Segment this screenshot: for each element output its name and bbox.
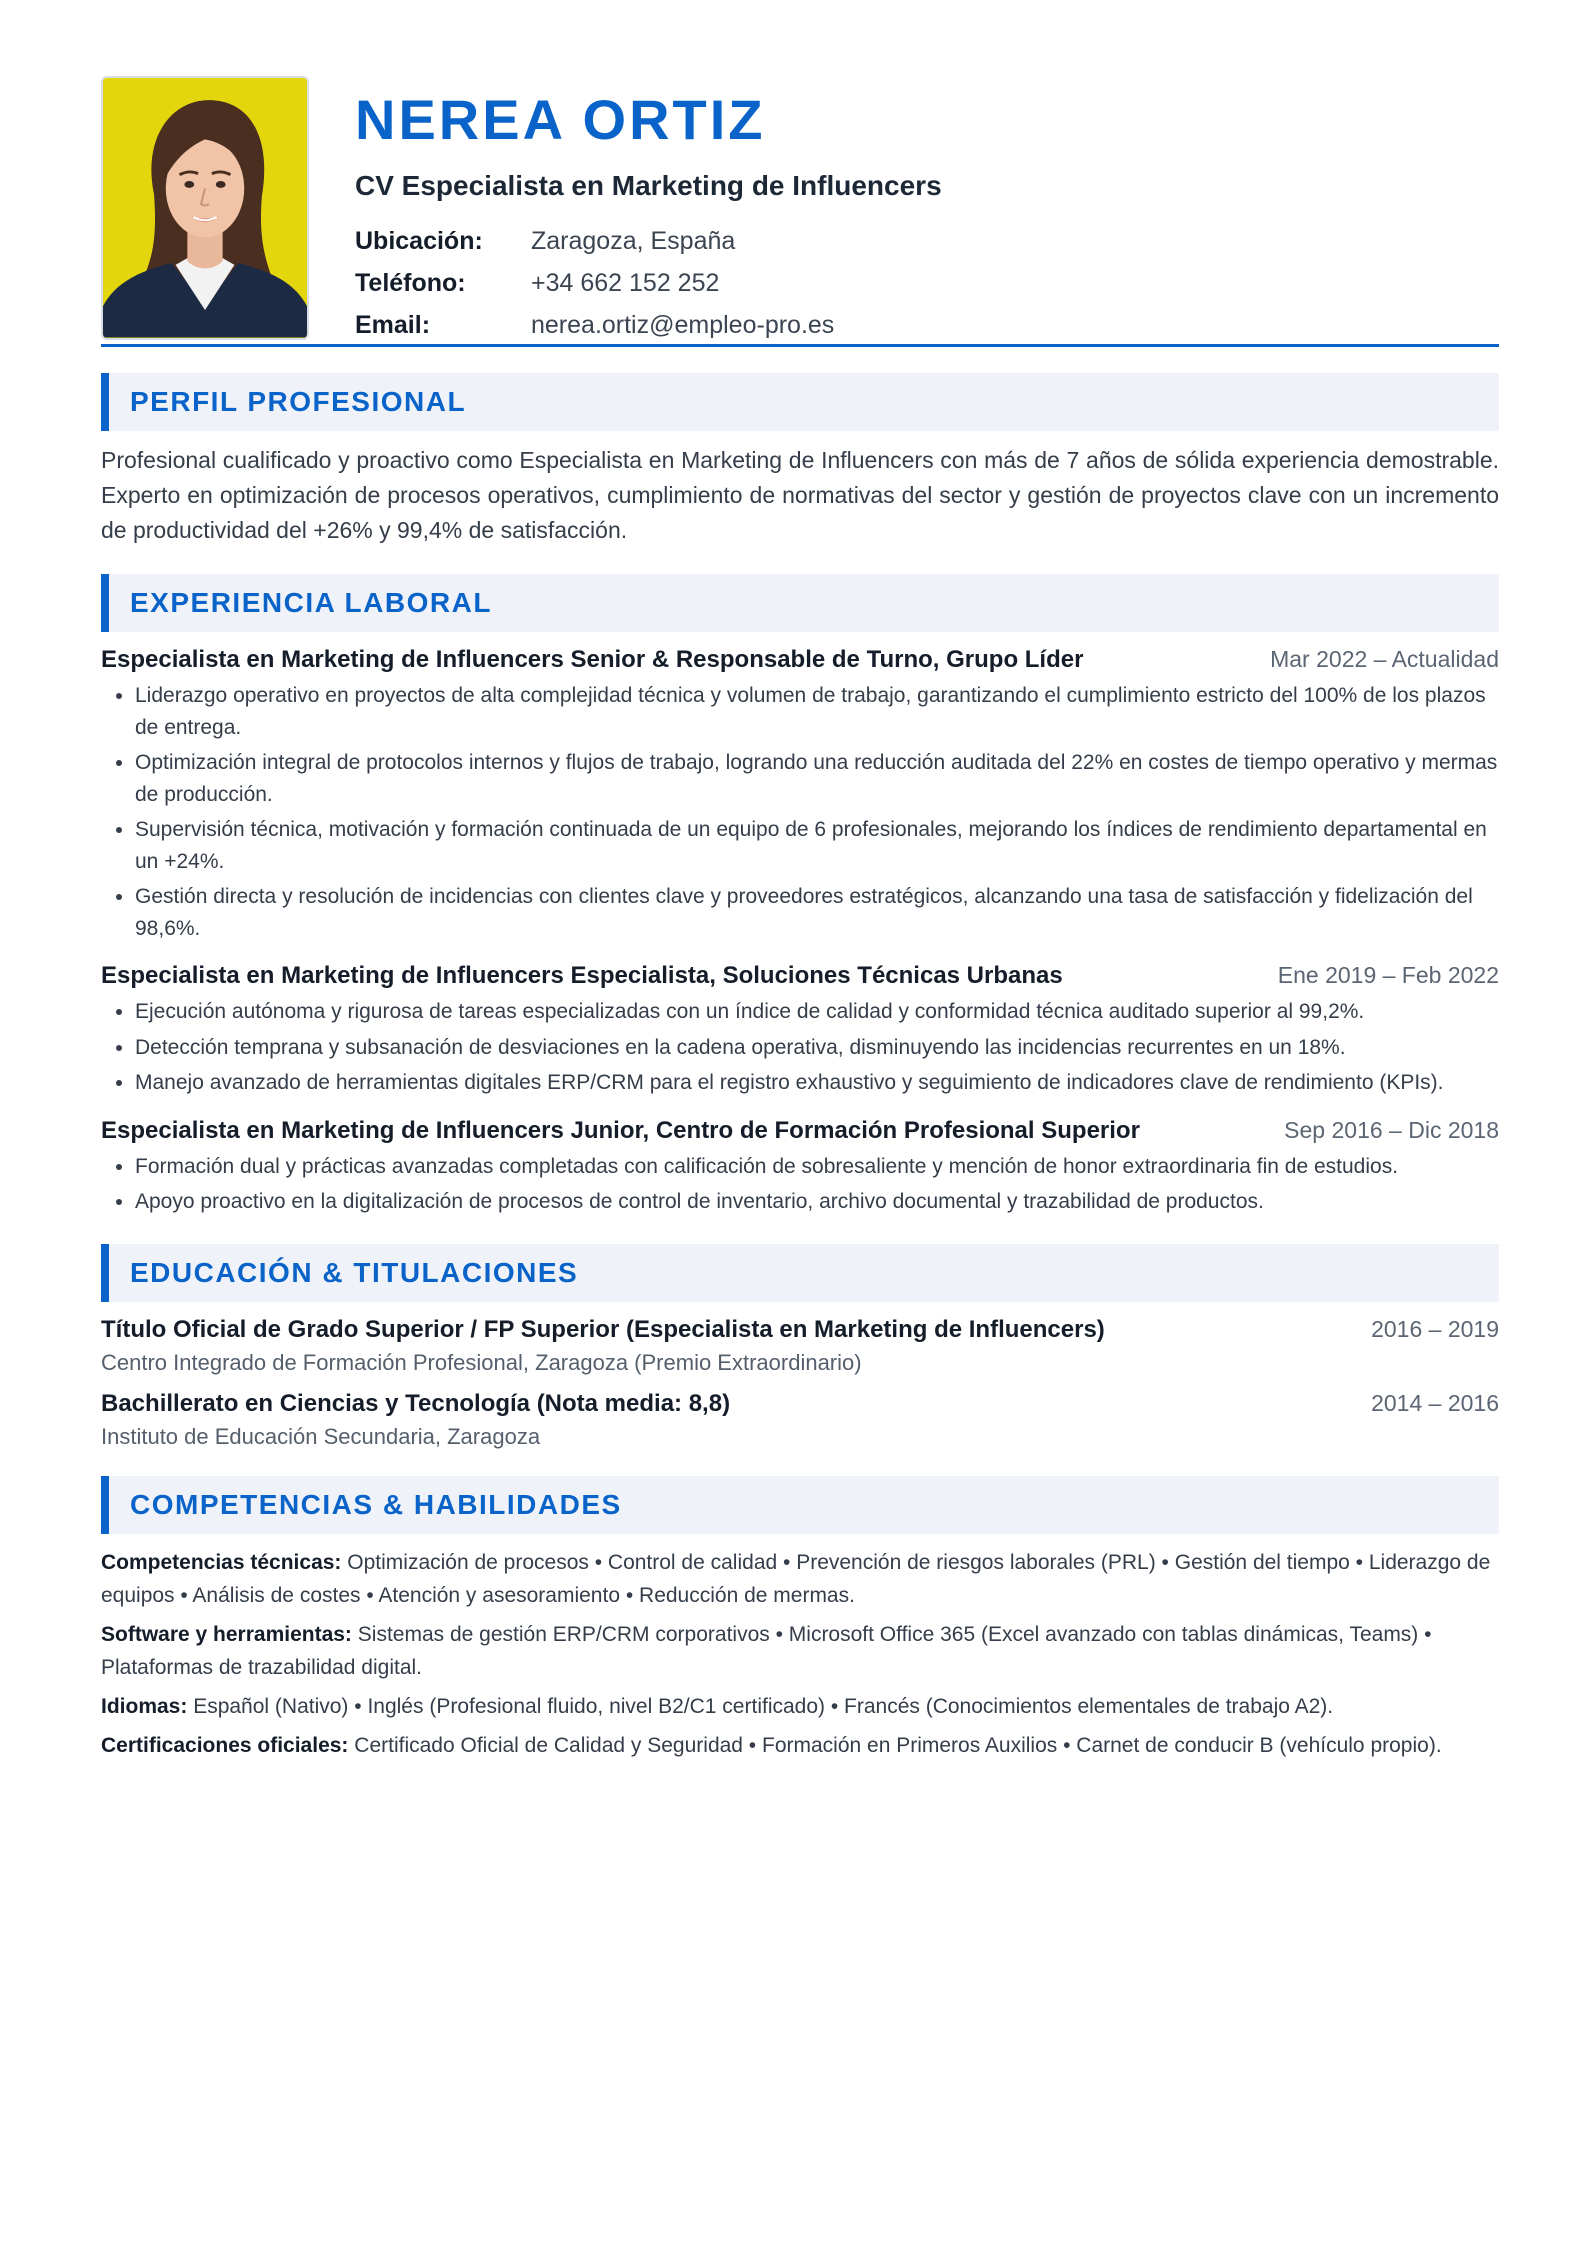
job-bullets xyxy=(101,680,1499,944)
skill-label: Software y herramientas: xyxy=(101,1622,352,1646)
job-list xyxy=(101,646,1499,1218)
job-header xyxy=(101,1117,1499,1145)
job-entry xyxy=(101,1117,1499,1218)
cv-header xyxy=(101,76,1499,344)
skill-text: Certificado Oficial de Calidad y Seguridad • Formación en Primeros Auxilios • Carnet de conducir B (vehículo propio). xyxy=(348,1733,1442,1757)
cv-role-title: CV Especialista en Marketing de Influencers xyxy=(355,170,942,201)
skill-label: Idiomas: xyxy=(101,1694,188,1718)
section-title: COMPETENCIAS & HABILIDADES xyxy=(130,1488,622,1520)
education-entry xyxy=(101,1316,1499,1376)
education-header xyxy=(101,1390,1499,1418)
section-title: PERFIL PROFESIONAL xyxy=(130,386,467,417)
contact-label: Email: xyxy=(355,311,431,339)
skills-list xyxy=(101,1546,1499,1762)
education-date: 2014 – 2016 xyxy=(1371,1389,1499,1416)
section-title: EDUCACIÓN & TITULACIONES xyxy=(130,1256,579,1288)
job-header xyxy=(101,962,1499,990)
job-date: Sep 2016 – Dic 2018 xyxy=(1284,1116,1499,1143)
skill-label: Certificaciones oficiales: xyxy=(101,1733,349,1757)
education-institution: Centro Integrado de Formación Profesional, Zaragoza (Premio Extraordinario) xyxy=(101,1349,862,1375)
job-entry xyxy=(101,962,1499,1099)
education-title: Bachillerato en Ciencias y Tecnología (Nota media: 8,8) xyxy=(101,1389,731,1417)
skill-text: Español (Nativo) • Inglés (Profesional fluido, nivel B2/C1 certificado) • Francés (Conocimientos elementales de trabajo A2). xyxy=(187,1694,1334,1718)
contact-location xyxy=(355,220,942,262)
skill-line xyxy=(101,1618,1499,1684)
job-bullets xyxy=(101,1151,1499,1218)
job-entry xyxy=(101,646,1499,944)
education-header xyxy=(101,1316,1499,1344)
job-date: Mar 2022 – Actualidad xyxy=(1270,646,1499,672)
contact-value[interactable]: nerea.ortiz@empleo-pro.es xyxy=(531,311,835,339)
profile-photo xyxy=(101,76,309,340)
skill-label: Competencias técnicas: xyxy=(101,1550,342,1574)
education-date: 2016 – 2019 xyxy=(1371,1315,1499,1342)
skill-text: Sistemas de gestión ERP/CRM corporativos • Microsoft Office 365 (Excel avanzado con tablas dinámicas, Teams) • Plataformas de trazabilidad digital. xyxy=(101,1622,1432,1679)
job-title: Especialista en Marketing de Influencers Junior, Centro de Formación Profesional Superior xyxy=(101,1116,1140,1144)
contact-label: Teléfono: xyxy=(355,269,466,297)
education-title: Título Oficial de Grado Superior / FP Superior (Especialista en Marketing de Influencers) xyxy=(101,1315,1105,1343)
candidate-name: NEREA ORTIZ xyxy=(355,88,766,151)
skill-line xyxy=(101,1729,1499,1762)
list-item: • Optimización integral de protocolos internos y flujos de trabajo, logrando una reducción auditada del 22% en costes de tiempo operativo y mermas de producción. xyxy=(135,747,1499,810)
skill-text: Optimización de procesos • Control de calidad • Prevención de riesgos laborales (PRL) • Gestión del tiempo • Liderazgo de equipos • Análisis de costes • Atención y asesoramiento • Reducción de mermas. xyxy=(101,1550,1491,1607)
section-header xyxy=(101,574,1499,632)
list-item: • Formación dual y prácticas avanzadas completadas con calificación de sobresaliente y mención de honor extraordinaria fin de estudios. xyxy=(135,1151,1499,1183)
list-item: • Apoyo proactivo en la digitalización de procesos de control de inventario, archivo documental y trazabilidad de productos. xyxy=(135,1186,1499,1218)
list-item: • Supervisión técnica, motivación y formación continuada de un equipo de 6 profesionales, mejorando los índices de rendimiento departamental en un +24%. xyxy=(135,814,1499,877)
profile-text: Profesional cualificado y proactivo como Especialista en Marketing de Influencers con más de 7 años de sólida experiencia demostrable. Experto en optimización de procesos operativos, cumplimiento de normativas del sector y gestión de proyectos clave con un incremento de productividad del +26% y 99,4% de satisfacción. xyxy=(101,447,1499,543)
section-education xyxy=(101,1244,1499,1450)
contact-value: Zaragoza, España xyxy=(531,227,736,255)
section-header xyxy=(101,1244,1499,1302)
section-header xyxy=(101,1476,1499,1534)
list-item: • Ejecución autónoma y rigurosa de tareas especializadas con un índice de calidad y conformidad técnica auditado superior al 99,2%. xyxy=(135,996,1499,1028)
portrait-image xyxy=(103,78,307,338)
job-bullets xyxy=(101,996,1499,1099)
list-item: • Manejo avanzado de herramientas digitales ERP/CRM para el registro exhaustivo y seguimiento de indicadores clave de rendimiento (KPIs). xyxy=(135,1067,1499,1099)
list-item: • Gestión directa y resolución de incidencias con clientes clave y proveedores estratégicos, alcanzando una tasa de satisfacción y fidelización del 98,6%. xyxy=(135,881,1499,944)
section-title: EXPERIENCIA LABORAL xyxy=(130,587,492,618)
education-institution: Instituto de Educación Secundaria, Zaragoza xyxy=(101,1423,541,1449)
contact-phone xyxy=(355,262,942,304)
section-skills xyxy=(101,1476,1499,1762)
list-item: • Liderazgo operativo en proyectos de alta complejidad técnica y volumen de trabajo, garantizando el cumplimiento estricto del 100% de los plazos de entrega. xyxy=(135,680,1499,743)
skill-line xyxy=(101,1546,1499,1612)
job-date: Ene 2019 – Feb 2022 xyxy=(1277,962,1499,988)
section-header xyxy=(101,373,1499,431)
section-experience xyxy=(101,574,1499,1218)
education-entry xyxy=(101,1390,1499,1450)
job-title: Especialista en Marketing de Influencers Especialista, Soluciones Técnicas Urbanas xyxy=(101,962,1063,989)
list-item: • Detección temprana y subsanación de desviaciones en la cadena operativa, disminuyendo las incidencias recurrentes en un 18%. xyxy=(135,1032,1499,1064)
header-info xyxy=(355,76,942,344)
skill-line xyxy=(101,1690,1499,1723)
contact-label: Ubicación: xyxy=(355,227,483,255)
section-profile xyxy=(101,373,1499,548)
contact-value: +34 662 152 252 xyxy=(531,269,720,297)
job-title: Especialista en Marketing de Influencers Senior & Responsable de Turno, Grupo Líder xyxy=(101,646,1084,673)
contact-list xyxy=(355,220,942,346)
job-header xyxy=(101,646,1499,674)
contact-email xyxy=(355,304,942,346)
